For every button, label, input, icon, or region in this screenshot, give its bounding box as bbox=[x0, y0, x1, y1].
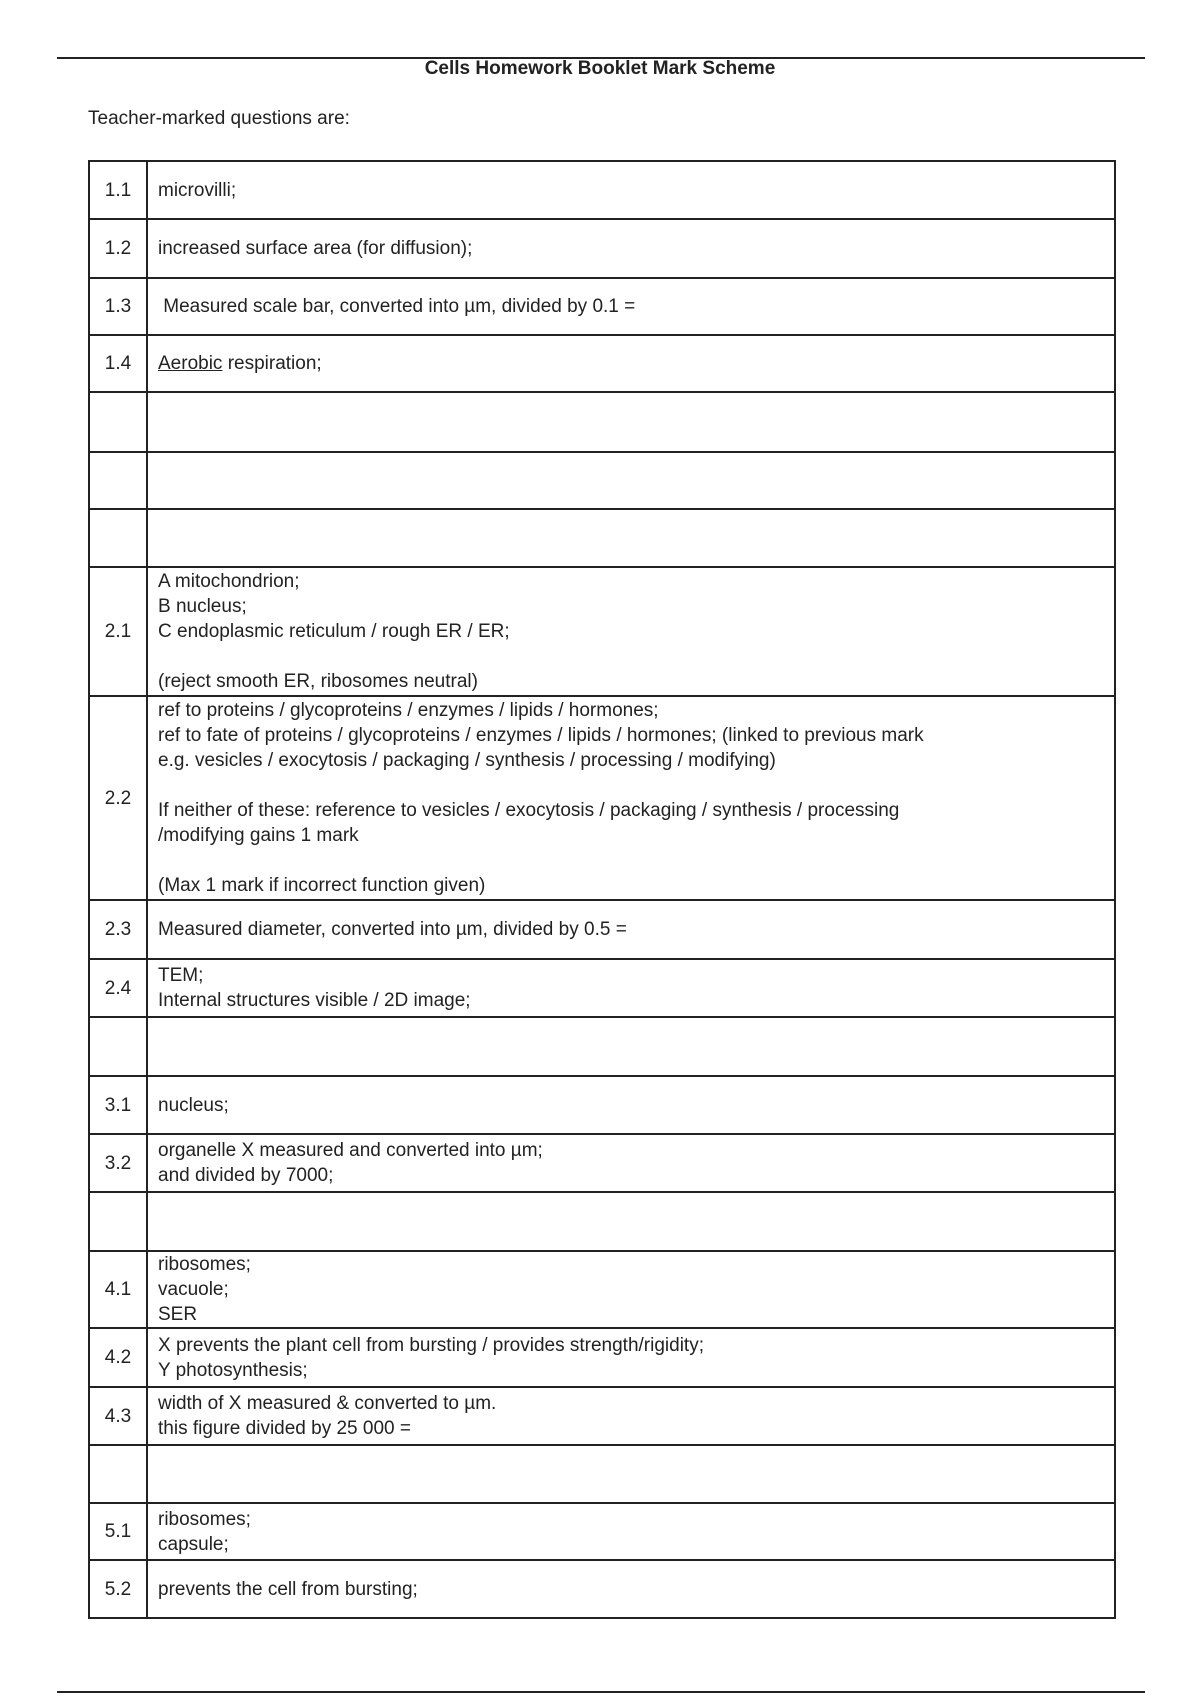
answer-cell bbox=[147, 696, 1115, 900]
answer-line: (reject smooth ER, ribosomes neutral) bbox=[158, 671, 478, 692]
table-row bbox=[89, 696, 1115, 900]
question-number: 3.2 bbox=[89, 1134, 147, 1192]
table-row bbox=[89, 452, 1115, 509]
table-row bbox=[89, 1076, 1115, 1134]
question-number: 1.3 bbox=[89, 278, 147, 335]
table-row bbox=[89, 1192, 1115, 1251]
underlined-term: Aerobic bbox=[158, 353, 223, 374]
answer-line: ribosomes; bbox=[158, 1254, 251, 1275]
answer-cell bbox=[147, 1387, 1115, 1445]
table-row bbox=[89, 959, 1115, 1017]
question-number bbox=[89, 1445, 147, 1503]
answer-line: ref to proteins / glycoproteins / enzymes / lipids / hormones; bbox=[158, 700, 659, 721]
answer-line: and divided by 7000; bbox=[158, 1165, 334, 1186]
table-row bbox=[89, 1134, 1115, 1192]
answer-cell bbox=[147, 335, 1115, 392]
answer-cell bbox=[147, 1328, 1115, 1387]
question-number bbox=[89, 1192, 147, 1251]
answer-line: X prevents the plant cell from bursting / provides strength/rigidity; bbox=[158, 1334, 704, 1356]
answer-line: this figure divided by 25 000 = bbox=[158, 1418, 411, 1439]
answer-cell bbox=[147, 1134, 1115, 1192]
table-row bbox=[89, 392, 1115, 452]
page-title: Cells Homework Booklet Mark Scheme bbox=[424, 58, 776, 79]
question-number bbox=[89, 452, 147, 509]
question-number: 4.1 bbox=[89, 1251, 147, 1328]
bottom-rule bbox=[57, 1691, 1145, 1693]
question-number: 2.4 bbox=[89, 959, 147, 1017]
table-row bbox=[89, 1445, 1115, 1503]
answer-line: Y photosynthesis; bbox=[158, 1359, 308, 1381]
answer-cell bbox=[147, 219, 1115, 278]
answer-cell bbox=[147, 900, 1115, 959]
answer-line: TEM; bbox=[158, 965, 204, 986]
answer-line: A mitochondrion; bbox=[158, 571, 300, 592]
table-row bbox=[89, 1328, 1115, 1387]
answer-cell bbox=[147, 1503, 1115, 1560]
table-row bbox=[89, 1503, 1115, 1560]
answer-line: prevents the cell from bursting; bbox=[158, 1578, 418, 1600]
answer-line: vacuole; bbox=[158, 1279, 229, 1300]
answer-line: /modifying gains 1 mark bbox=[158, 825, 359, 846]
answer-line: SER bbox=[158, 1304, 198, 1325]
answer-line: microvilli; bbox=[158, 179, 237, 201]
answer-cell bbox=[147, 1560, 1115, 1618]
table-row bbox=[89, 1251, 1115, 1328]
question-number: 5.2 bbox=[89, 1560, 147, 1618]
table-row bbox=[89, 1560, 1115, 1618]
question-number: 1.4 bbox=[89, 335, 147, 392]
answer-cell bbox=[147, 567, 1115, 696]
table-row bbox=[89, 509, 1115, 567]
answer-cell bbox=[147, 1192, 1115, 1251]
table-row bbox=[89, 335, 1115, 392]
question-number: 2.2 bbox=[89, 696, 147, 900]
mark-scheme-table bbox=[88, 160, 1116, 1619]
answer-cell bbox=[147, 161, 1115, 219]
answer-line bbox=[158, 644, 1104, 669]
answer-line bbox=[158, 773, 1104, 798]
answer-line: nucleus; bbox=[158, 1094, 229, 1116]
answer-cell bbox=[147, 452, 1115, 509]
answer-line: organelle X measured and converted into µm; bbox=[158, 1140, 543, 1161]
table-row bbox=[89, 1387, 1115, 1445]
table-row bbox=[89, 900, 1115, 959]
answer-cell bbox=[147, 1251, 1115, 1328]
table-row bbox=[89, 219, 1115, 278]
answer-cell bbox=[147, 959, 1115, 1017]
answer-line: width of X measured & converted to µm. bbox=[158, 1393, 497, 1414]
answer-cell bbox=[147, 392, 1115, 452]
answer-line: Measured scale bar, converted into µm, divided by 0.1 = bbox=[158, 296, 636, 317]
table-row bbox=[89, 161, 1115, 219]
intro-text: Teacher-marked questions are: bbox=[88, 108, 350, 129]
question-number: 4.3 bbox=[89, 1387, 147, 1445]
question-number: 5.1 bbox=[89, 1503, 147, 1560]
answer-text: respiration; bbox=[222, 353, 322, 374]
question-number bbox=[89, 392, 147, 452]
answer-line: increased surface area (for diffusion); bbox=[158, 238, 473, 259]
question-number: 1.2 bbox=[89, 219, 147, 278]
answer-cell bbox=[147, 1017, 1115, 1076]
answer-line: e.g. vesicles / exocytosis / packaging / synthesis / processing / modifying) bbox=[158, 750, 776, 771]
question-number bbox=[89, 509, 147, 567]
answer-line: Measured diameter, converted into µm, divided by 0.5 = bbox=[158, 919, 627, 940]
question-number: 3.1 bbox=[89, 1076, 147, 1134]
answer-line: (Max 1 mark if incorrect function given) bbox=[158, 875, 486, 896]
answer-line: capsule; bbox=[158, 1533, 229, 1555]
answer-cell bbox=[147, 1445, 1115, 1503]
question-number: 4.2 bbox=[89, 1328, 147, 1387]
answer-cell bbox=[147, 509, 1115, 567]
answer-cell bbox=[147, 278, 1115, 335]
question-number bbox=[89, 1017, 147, 1076]
answer-line bbox=[158, 848, 1104, 873]
answer-line: ribosomes; bbox=[158, 1508, 251, 1530]
table-row bbox=[89, 1017, 1115, 1076]
answer-line bbox=[158, 351, 1104, 376]
question-number: 2.1 bbox=[89, 567, 147, 696]
answer-line: Internal structures visible / 2D image; bbox=[158, 990, 471, 1011]
table-row bbox=[89, 278, 1115, 335]
answer-line: B nucleus; bbox=[158, 596, 247, 617]
table-row bbox=[89, 567, 1115, 696]
answer-line: C endoplasmic reticulum / rough ER / ER; bbox=[158, 621, 510, 642]
answer-line: ref to fate of proteins / glycoproteins / enzymes / lipids / hormones; (linked to previous mark bbox=[158, 725, 924, 746]
question-number: 1.1 bbox=[89, 161, 147, 219]
question-number: 2.3 bbox=[89, 900, 147, 959]
answer-line: If neither of these: reference to vesicles / exocytosis / packaging / synthesis / processing bbox=[158, 800, 900, 821]
answer-cell bbox=[147, 1076, 1115, 1134]
